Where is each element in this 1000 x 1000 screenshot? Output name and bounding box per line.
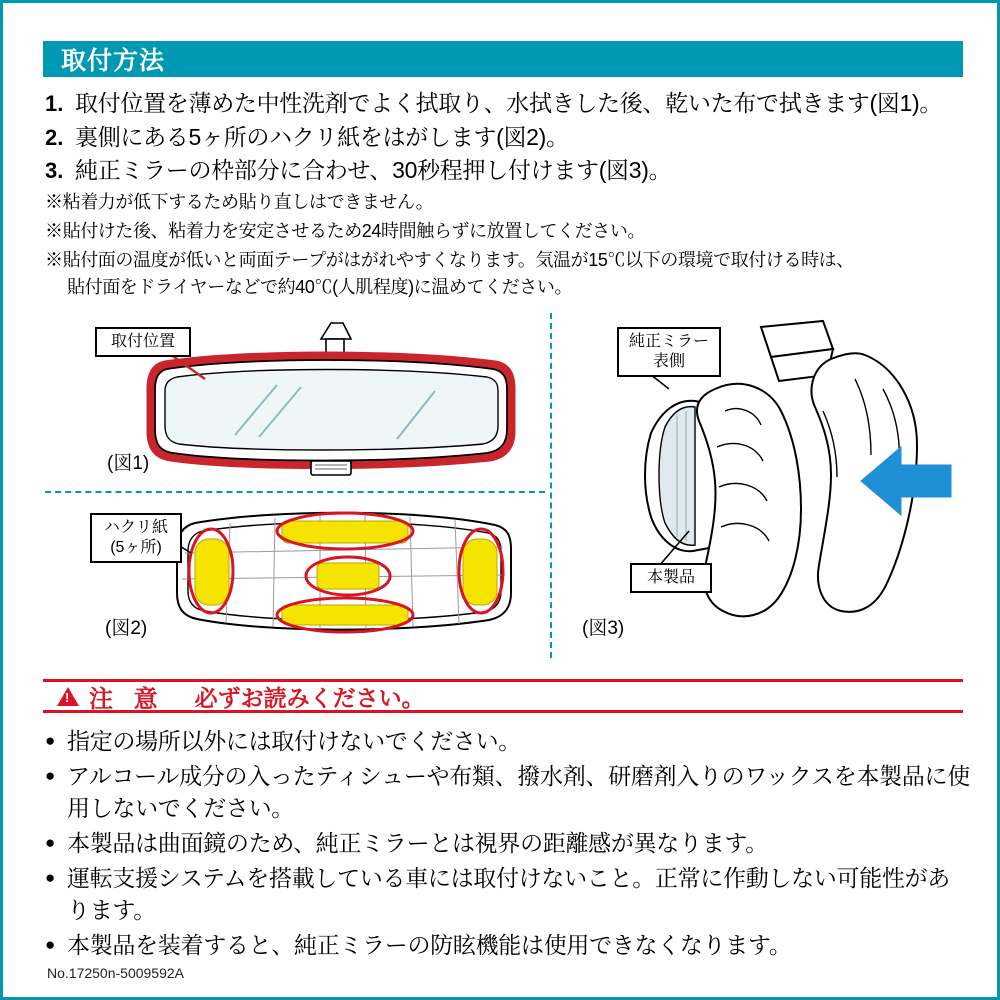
warning-text: 運転支援システムを搭載している車には取付けないこと。正常に作動しない可能性があります。 — [67, 864, 951, 924]
step-number: 2. — [45, 124, 64, 150]
figure-3-callout-top — [617, 327, 721, 377]
caution-bar — [43, 679, 963, 713]
step-text: 取付位置を薄めた中性洗剤でよく拭取り、水拭きした後、乾いた布で拭きます(図1)。 — [75, 90, 943, 116]
figure-3-callout-top-line1: 純正ミラー — [628, 333, 709, 350]
figure-divider-vertical — [550, 313, 552, 658]
figure-2-callout-line1: ハクリ紙 — [103, 519, 168, 536]
step-item — [45, 121, 970, 154]
warning-text: 指定の場所以外には取付けないでください。 — [67, 728, 522, 754]
figure-2-callout — [90, 513, 182, 563]
warnings-list — [45, 725, 970, 964]
warning-text: 本製品は曲面鏡のため、純正ミラーとは視界の距離感が異なります。 — [67, 829, 768, 856]
note-text: ※貼付面の温度が低いと両面テープがはがれやすくなります。気温が15℃以下の環境で取付ける時は、 — [45, 249, 854, 270]
section-header — [43, 41, 963, 77]
step-number: 1. — [45, 91, 64, 116]
figure-1-callout — [95, 327, 191, 357]
step-number: 3. — [45, 158, 64, 184]
figure-1-callout-text: 取付位置 — [110, 333, 175, 350]
warning-item — [45, 929, 970, 962]
note-item: ※貼付けた後、粘着力を安定させるため24時間触らずに放置してください。 — [45, 220, 646, 241]
warning-text: 本製品を装着すると、純正ミラーの防眩機能は使用できなくなります。 — [67, 931, 792, 958]
warning-item — [45, 760, 970, 825]
figure-3-callout-top-line2: 表側 — [652, 353, 685, 370]
step-item — [45, 87, 970, 120]
note-item: ※粘着力が低下するため貼り直しはできません。 — [45, 191, 434, 212]
warning-bullet: ● — [45, 934, 55, 954]
figure-3-label: (図3) — [582, 618, 625, 639]
steps-list — [45, 87, 970, 301]
figure-3-callout-bottom — [630, 563, 712, 593]
figure-2-label: (図2) — [105, 618, 148, 639]
warning-item — [45, 725, 970, 758]
figure-2-callout-line2: (5ヶ所) — [110, 539, 162, 556]
warning-bullet: ● — [45, 765, 55, 785]
warning-text: アルコール成分の入ったティシューや布類、撥水剤、研磨剤入りのワックスを本製品に使用しないでください。 — [67, 762, 970, 822]
step-text: 裏側にある5ヶ所のハクリ紙をはがします(図2)。 — [75, 123, 569, 150]
warning-item — [45, 827, 970, 860]
figure-area — [45, 313, 970, 658]
warning-triangle-icon — [57, 687, 79, 706]
note-text-continued: 貼付面をドライヤーなどで約40℃(人肌程度)に温めてください。 — [67, 276, 573, 297]
figure-3-callout-bottom-text: 本製品 — [646, 569, 695, 586]
section-header-title: 取付方法 — [61, 47, 166, 75]
warning-bullet: ● — [45, 867, 55, 887]
step-item — [45, 154, 970, 187]
figure-divider-horizontal — [45, 491, 545, 493]
figure-1-label: (図1) — [107, 453, 150, 474]
warning-item — [45, 862, 970, 927]
caution-word: 注 意 — [89, 685, 165, 713]
step-text: 純正ミラーの枠部分に合わせ、30秒程押し付けます(図3)。 — [75, 157, 672, 184]
caution-subtitle: 必ずお読みください。 — [194, 684, 425, 711]
warning-bullet: ● — [45, 731, 55, 750]
note-item — [45, 247, 970, 301]
warning-bullet: ● — [45, 832, 55, 852]
document-code: No.17250n-5009592A — [47, 965, 185, 981]
